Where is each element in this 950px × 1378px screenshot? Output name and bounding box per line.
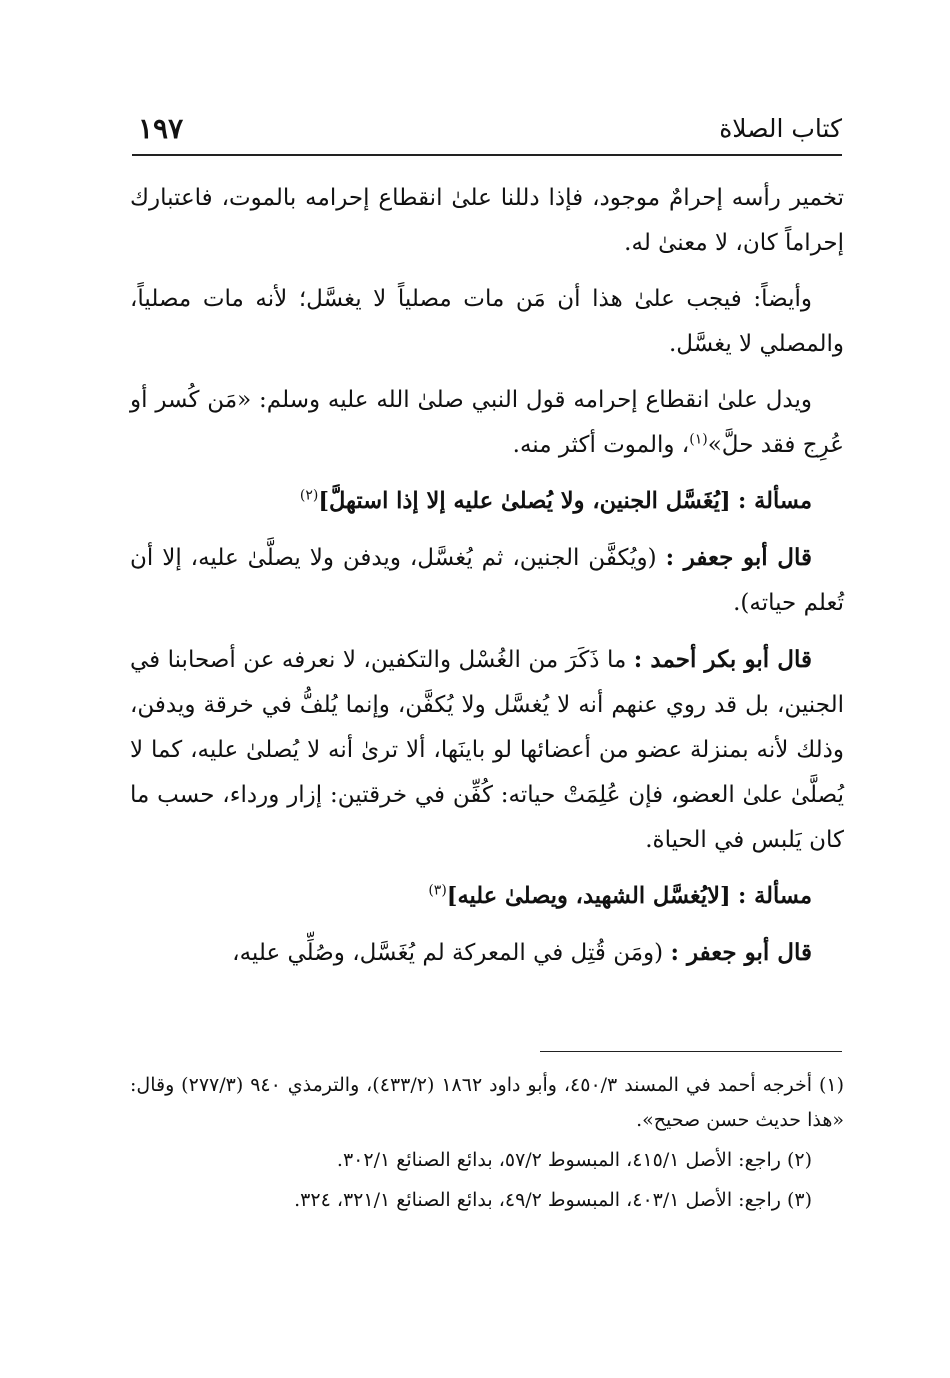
paragraph-1: تخمير رأسه إحرامٌ موجود، فإذا دللنا علىٰ انقطاع إحرامه بالموت، فاعتبارك إحراماً كان، لا معنىٰ له. [130,185,844,256]
speaker-name: قال أبو جعفر : [670,939,812,966]
footnotes [130,1068,844,1223]
quote-text: (ويُكفَّن الجنين، ثم يُغسَّل، ويدفن ولا يصلَّىٰ عليه، إلا أن تُعلم حياته). [130,545,844,616]
footnote-ref-2: (٢) [299,487,319,504]
footnote-3: (٣) راجع: الأصل ٤٠٣/١، المبسوط ٤٩/٢، بدائع الصنائع ٣٢١/١، ٣٢٤. [294,1189,812,1211]
issue-label: مسألة : [737,883,812,909]
paragraph-6 [130,930,844,976]
issue-heading-1 [130,479,844,524]
footnote-divider [540,1051,842,1052]
speaker-name: قال أبو جعفر : [665,544,812,571]
issue-title: [يُغَسَّل الجنين، ولا يُصلىٰ عليه إلا إذا استهلَّ] [318,488,731,514]
book-title: كتاب الصلاة [719,114,842,143]
quote-text: (ومَن قُتِل في المعركة لم يُغَسَّل، وصُلِّي عليه، [232,940,664,966]
issue-label: مسألة : [737,488,812,514]
speaker-name: قال أبو بكر أحمد : [633,646,812,673]
paragraph-4 [130,535,844,626]
main-text [130,176,844,987]
page-number: ١٩٧ [138,112,184,145]
footnote-ref-3: (٣) [428,882,447,899]
paragraph-3-text: ويدل علىٰ انقطاع إحرامه قول النبي صلىٰ الله عليه وسلم: «مَن كُسر أو عُرِج فقد حلَّ» [130,387,844,458]
paragraph-5 [130,637,844,863]
footnote-2: (٢) راجع: الأصل ٤١٥/١، المبسوط ٥٧/٢، بدائع الصنائع ٣٠٢/١. [336,1149,812,1171]
paragraph-2: وأيضاً: فيجب علىٰ هذا أن مَن مات مصلياً لا يغسَّل؛ لأنه مات مصلياً، والمصلي لا يغسَّل. [130,286,844,357]
footnote-1: (١) أخرجه أحمد في المسند ٤٥٠/٣، وأبو داود ١٨٦٢ (٤٣٣/٢)، والترمذي ٩٤٠ (٢٧٧/٣) وقال: «هذا حديث حسن صحيح». [130,1074,845,1131]
paragraph-3-tail: ، والموت أكثر منه. [512,432,690,458]
running-header [132,112,842,156]
issue-heading-2 [130,874,844,919]
commentary-text: ما ذَكَرَ من الغُسْل والتكفين، لا نعرفه عن أصحابنا في الجنين، بل قد روي عنهم أنه لا يُغسَّل ولا يُكفَّن، وإنما يُلفُّ في خرقة ويدفن، وذلك لأنه بمنزلة عضو من أعضائها لو باينَها، ألا ترىٰ أنه لا يُصلىٰ عليه، كما لا يُصلَّىٰ علىٰ العضو، فإن عُلِمَتْ حياته: كُفِّن في خرقتين: إزار ورداء، حسب ما كان يَلبس في الحياة. [130,647,844,853]
footnote-ref-1: (١) [689,431,708,448]
paragraph-3 [130,378,844,468]
issue-title: [لايُغسَّل الشهيد، ويصلىٰ عليه] [446,883,731,909]
